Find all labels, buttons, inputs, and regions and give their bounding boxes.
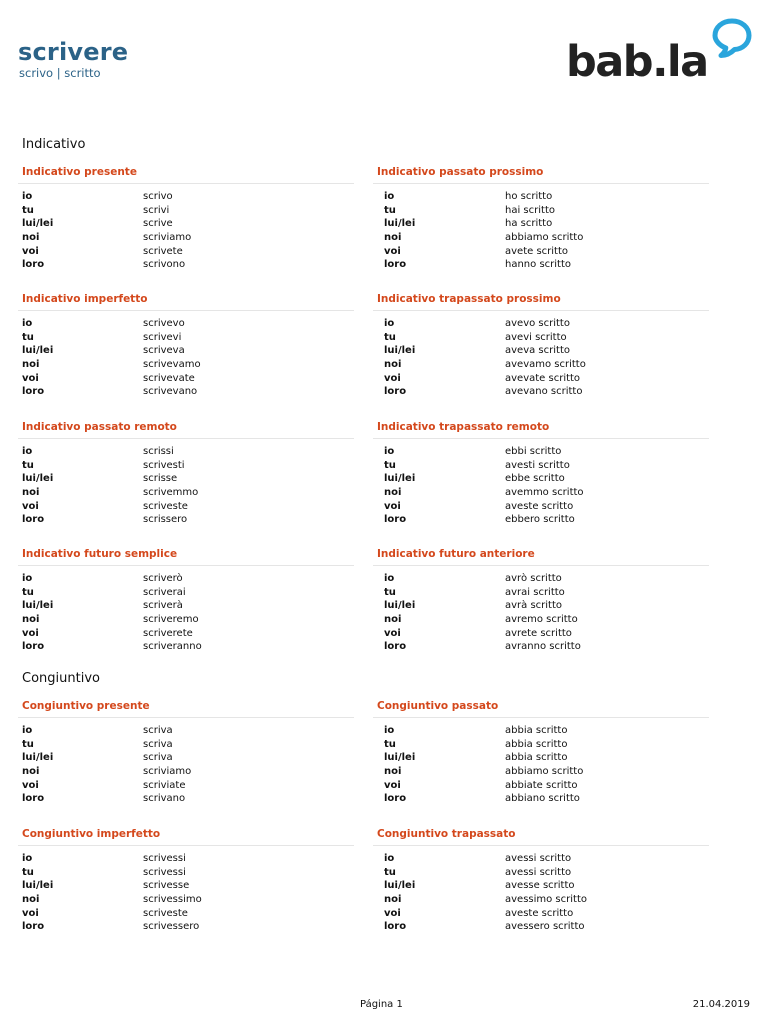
verb-form: avevate scritto <box>505 372 581 384</box>
conjugation-row <box>22 599 356 613</box>
pronoun: voi <box>22 245 39 257</box>
pronoun: voi <box>22 907 39 919</box>
conjugation-row <box>22 385 356 399</box>
verb-form: scrivono <box>143 259 186 271</box>
page-number: Página 1 <box>360 999 403 1010</box>
pronoun: loro <box>22 641 45 653</box>
pronoun: loro <box>384 514 407 526</box>
conjugation-row <box>377 627 711 641</box>
pronoun: noi <box>22 487 40 499</box>
conjugation-row <box>22 358 356 372</box>
conjugation-row <box>377 258 711 272</box>
pronoun: tu <box>22 866 34 878</box>
conjugation-row <box>377 599 711 613</box>
conjugation-row <box>377 765 711 779</box>
pronoun: io <box>384 725 395 736</box>
verb-form: scrissero <box>143 514 188 526</box>
conjugation-row <box>377 572 711 586</box>
pronoun: loro <box>22 386 45 398</box>
verb-form: abbiate scritto <box>505 779 578 791</box>
tense-title: Congiuntivo presente <box>22 700 150 712</box>
conjugation-row <box>377 724 711 738</box>
verb-form: hanno scritto <box>505 259 571 271</box>
babla-logo[interactable] <box>566 18 750 87</box>
pronoun: io <box>22 446 33 457</box>
verb-form: abbia scritto <box>505 738 568 750</box>
verb-form: scriviate <box>143 779 186 791</box>
pronoun: noi <box>384 487 402 499</box>
pronoun: io <box>22 191 33 202</box>
verb-form: avevi scritto <box>505 331 567 343</box>
verb-form: avrai scritto <box>505 586 565 598</box>
conjugation-row <box>377 472 711 486</box>
conjugation-row <box>377 779 711 793</box>
logo-wordmark: bab.la <box>566 37 708 87</box>
conjugation-row <box>377 907 711 921</box>
pronoun: noi <box>384 766 402 778</box>
pronoun: tu <box>384 459 396 471</box>
tense-title: Congiuntivo passato <box>377 700 499 712</box>
conjugation-row <box>22 627 356 641</box>
verb-form: ebbi scritto <box>505 446 562 457</box>
pronoun: loro <box>22 259 45 271</box>
conjugation-row <box>22 317 356 331</box>
tense-title: Indicativo passato remoto <box>22 421 177 433</box>
conjugation-row <box>377 245 711 259</box>
pronoun: loro <box>384 386 407 398</box>
conjugation-row <box>377 920 711 934</box>
conjugation-row <box>377 344 711 358</box>
conjugation-row <box>22 231 356 245</box>
conjugation-row <box>377 317 711 331</box>
verb-form: avremo scritto <box>505 614 578 626</box>
conjugation-row <box>377 459 711 473</box>
tense-title: Indicativo passato prossimo <box>377 166 544 178</box>
conjugation-row <box>377 613 711 627</box>
verb-form: scrivemmo <box>143 487 199 499</box>
pronoun: lui/lei <box>22 218 54 230</box>
conjugation-row <box>377 866 711 880</box>
verb-principal-parts: scrivo | scritto <box>19 66 101 80</box>
pronoun: noi <box>384 894 402 906</box>
verb-form: scrivevi <box>143 331 182 343</box>
tense-title: Indicativo presente <box>22 166 137 178</box>
conjugation-row <box>22 217 356 231</box>
conjugation-row <box>22 586 356 600</box>
pronoun: tu <box>384 204 396 216</box>
verb-form: abbia scritto <box>505 752 568 764</box>
speech-bubble-icon <box>712 18 752 58</box>
tense-title: Indicativo futuro semplice <box>22 548 178 560</box>
verb-form: avrò scritto <box>505 573 562 584</box>
pronoun: noi <box>22 359 40 371</box>
verb-form: scrivesti <box>143 459 185 471</box>
pronoun: voi <box>22 500 39 512</box>
conjugation-row <box>22 765 356 779</box>
verb-form: scrivessero <box>143 921 200 933</box>
pronoun: noi <box>22 894 40 906</box>
conjugation-row <box>22 893 356 907</box>
conjugation-row <box>377 231 711 245</box>
verb-form: scriverò <box>143 573 183 584</box>
verb-form: aveste scritto <box>505 500 574 512</box>
tense-title: Indicativo futuro anteriore <box>377 548 535 560</box>
verb-form: avessero scritto <box>505 921 585 933</box>
pronoun: loro <box>22 793 45 805</box>
verb-form: scriva <box>143 725 173 736</box>
pronoun: voi <box>22 627 39 639</box>
verb-form: avessi scritto <box>505 866 572 878</box>
pronoun: voi <box>384 907 401 919</box>
pronoun: tu <box>384 586 396 598</box>
mood-heading-congiuntivo: Congiuntivo <box>22 671 100 686</box>
pronoun: io <box>22 853 33 864</box>
divider <box>373 845 709 846</box>
pronoun: lui/lei <box>384 218 416 230</box>
verb-form: avevo scritto <box>505 318 570 329</box>
pronoun: lui/lei <box>22 880 54 892</box>
verb-form: abbiamo scritto <box>505 232 584 244</box>
tense-title: Congiuntivo imperfetto <box>22 828 161 840</box>
tense-title: Indicativo trapassato prossimo <box>377 293 561 305</box>
divider <box>373 183 709 184</box>
pronoun: voi <box>22 372 39 384</box>
conjugation-row <box>22 258 356 272</box>
verb-form: scrisse <box>143 473 178 485</box>
verb-form: scriverà <box>143 600 183 612</box>
conjugation-row <box>22 513 356 527</box>
verb-form: scrivevano <box>143 386 198 398</box>
conjugation-row <box>22 486 356 500</box>
verb-form: scriveva <box>143 345 185 357</box>
verb-form: avevano scritto <box>505 386 583 398</box>
pronoun: voi <box>384 372 401 384</box>
pronoun: lui/lei <box>22 473 54 485</box>
pronoun: io <box>384 573 395 584</box>
pronoun: tu <box>22 459 34 471</box>
pronoun: noi <box>384 232 402 244</box>
divider <box>18 845 354 846</box>
verb-form: scriva <box>143 752 173 764</box>
pronoun: tu <box>22 204 34 216</box>
divider <box>18 438 354 439</box>
conjugation-row <box>22 852 356 866</box>
verb-form: scriverai <box>143 586 186 598</box>
divider <box>373 565 709 566</box>
verb-form: scriveranno <box>143 641 202 653</box>
conjugation-row <box>22 879 356 893</box>
conjugation-row <box>377 190 711 204</box>
verb-form: scrivo <box>143 191 173 202</box>
verb-form: avrete scritto <box>505 627 572 639</box>
verb-form: ebbe scritto <box>505 473 565 485</box>
conjugation-row <box>22 613 356 627</box>
pronoun: io <box>22 573 33 584</box>
verb-form: aveva scritto <box>505 345 570 357</box>
conjugation-row <box>22 344 356 358</box>
conjugation-row <box>22 445 356 459</box>
verb-form: scrive <box>143 218 173 230</box>
conjugation-row <box>377 852 711 866</box>
pronoun: noi <box>384 359 402 371</box>
conjugation-row <box>377 385 711 399</box>
pronoun: io <box>384 191 395 202</box>
pronoun: noi <box>384 614 402 626</box>
pronoun: voi <box>384 779 401 791</box>
verb-title: scrivere <box>18 38 129 66</box>
conjugation-row <box>22 724 356 738</box>
pronoun: lui/lei <box>22 345 54 357</box>
conjugation-row <box>377 372 711 386</box>
verb-form: avranno scritto <box>505 641 581 653</box>
pronoun: tu <box>384 738 396 750</box>
verb-form: avevamo scritto <box>505 359 586 371</box>
conjugation-row <box>22 472 356 486</box>
pronoun: lui/lei <box>384 880 416 892</box>
conjugation-row <box>377 893 711 907</box>
divider <box>18 183 354 184</box>
conjugation-row <box>22 245 356 259</box>
divider <box>18 310 354 311</box>
conjugation-row <box>22 331 356 345</box>
pronoun: loro <box>384 641 407 653</box>
conjugation-row <box>377 513 711 527</box>
conjugation-row <box>377 445 711 459</box>
conjugation-row <box>377 204 711 218</box>
verb-form: scrivessi <box>143 853 186 864</box>
pronoun: io <box>384 446 395 457</box>
conjugation-row <box>22 572 356 586</box>
pronoun: lui/lei <box>22 752 54 764</box>
pronoun: voi <box>384 627 401 639</box>
pronoun: loro <box>384 259 407 271</box>
verb-form: scriverete <box>143 627 193 639</box>
conjugation-row <box>22 738 356 752</box>
verb-form: scrivesse <box>143 880 190 892</box>
verb-form: aveste scritto <box>505 907 574 919</box>
verb-form: scriviamo <box>143 766 192 778</box>
verb-form: scrivete <box>143 245 183 257</box>
pronoun: voi <box>22 779 39 791</box>
pronoun: io <box>22 318 33 329</box>
divider <box>18 717 354 718</box>
verb-form: avrà scritto <box>505 600 563 612</box>
conjugation-row <box>22 190 356 204</box>
verb-form: ebbero scritto <box>505 514 575 526</box>
pronoun: tu <box>22 331 34 343</box>
verb-form: avessimo scritto <box>505 894 587 906</box>
verb-form: scrivi <box>143 204 170 216</box>
verb-form: hai scritto <box>505 204 555 216</box>
divider <box>373 717 709 718</box>
pronoun: lui/lei <box>384 473 416 485</box>
verb-form: scriveste <box>143 500 188 512</box>
verb-form: scriveste <box>143 907 188 919</box>
verb-form: scrivevamo <box>143 359 201 371</box>
conjugation-row <box>377 879 711 893</box>
pronoun: voi <box>384 500 401 512</box>
verb-form: avemmo scritto <box>505 487 584 499</box>
verb-form: scrivevate <box>143 372 195 384</box>
verb-form: scrivano <box>143 793 186 805</box>
pronoun: tu <box>384 866 396 878</box>
conjugation-row <box>22 779 356 793</box>
pronoun: lui/lei <box>22 600 54 612</box>
pronoun: tu <box>22 586 34 598</box>
verb-form: scrivevo <box>143 318 185 329</box>
print-date: 21.04.2019 <box>692 999 750 1010</box>
pronoun: noi <box>22 614 40 626</box>
conjugation-row <box>22 907 356 921</box>
pronoun: lui/lei <box>384 752 416 764</box>
tense-title: Congiuntivo trapassato <box>377 828 516 840</box>
verb-form: abbiamo scritto <box>505 766 584 778</box>
conjugation-row <box>377 500 711 514</box>
verb-form: avessi scritto <box>505 853 572 864</box>
pronoun: io <box>22 725 33 736</box>
divider <box>18 565 354 566</box>
conjugation-row <box>22 751 356 765</box>
tense-title: Indicativo trapassato remoto <box>377 421 550 433</box>
verb-form: ho scritto <box>505 191 553 202</box>
conjugation-row <box>22 640 356 654</box>
pronoun: lui/lei <box>384 600 416 612</box>
verb-form: scrivessimo <box>143 894 202 906</box>
pronoun: tu <box>22 738 34 750</box>
conjugation-row <box>22 459 356 473</box>
pronoun: loro <box>22 514 45 526</box>
conjugation-row <box>377 586 711 600</box>
pronoun: io <box>384 853 395 864</box>
pronoun: io <box>384 318 395 329</box>
conjugation-row <box>22 920 356 934</box>
tense-title: Indicativo imperfetto <box>22 293 148 305</box>
conjugation-row <box>377 751 711 765</box>
pronoun: noi <box>22 766 40 778</box>
verb-form: abbia scritto <box>505 725 568 736</box>
conjugation-row <box>377 640 711 654</box>
divider <box>373 438 709 439</box>
verb-form: abbiano scritto <box>505 793 580 805</box>
verb-form: avesse scritto <box>505 880 575 892</box>
conjugation-row <box>377 792 711 806</box>
verb-form: scriviamo <box>143 232 192 244</box>
pronoun: loro <box>384 793 407 805</box>
conjugation-row <box>377 331 711 345</box>
conjugation-row <box>377 217 711 231</box>
verb-form: ha scritto <box>505 218 553 230</box>
conjugation-row <box>22 372 356 386</box>
divider <box>373 310 709 311</box>
pronoun: voi <box>384 245 401 257</box>
pronoun: noi <box>22 232 40 244</box>
conjugation-row <box>377 358 711 372</box>
pronoun: lui/lei <box>384 345 416 357</box>
pronoun: loro <box>22 921 45 933</box>
conjugation-row <box>377 738 711 752</box>
verb-form: avete scritto <box>505 245 569 257</box>
conjugation-row <box>22 204 356 218</box>
pronoun: loro <box>384 921 407 933</box>
verb-form: scrivessi <box>143 866 186 878</box>
verb-form: scrissi <box>143 446 174 457</box>
verb-form: scriveremo <box>143 614 199 626</box>
conjugation-row <box>22 500 356 514</box>
verb-form: scriva <box>143 738 173 750</box>
verb-form: avesti scritto <box>505 459 570 471</box>
mood-heading-indicativo: Indicativo <box>22 137 86 152</box>
conjugation-row <box>377 486 711 500</box>
conjugation-row <box>22 792 356 806</box>
pronoun: tu <box>384 331 396 343</box>
conjugation-row <box>22 866 356 880</box>
